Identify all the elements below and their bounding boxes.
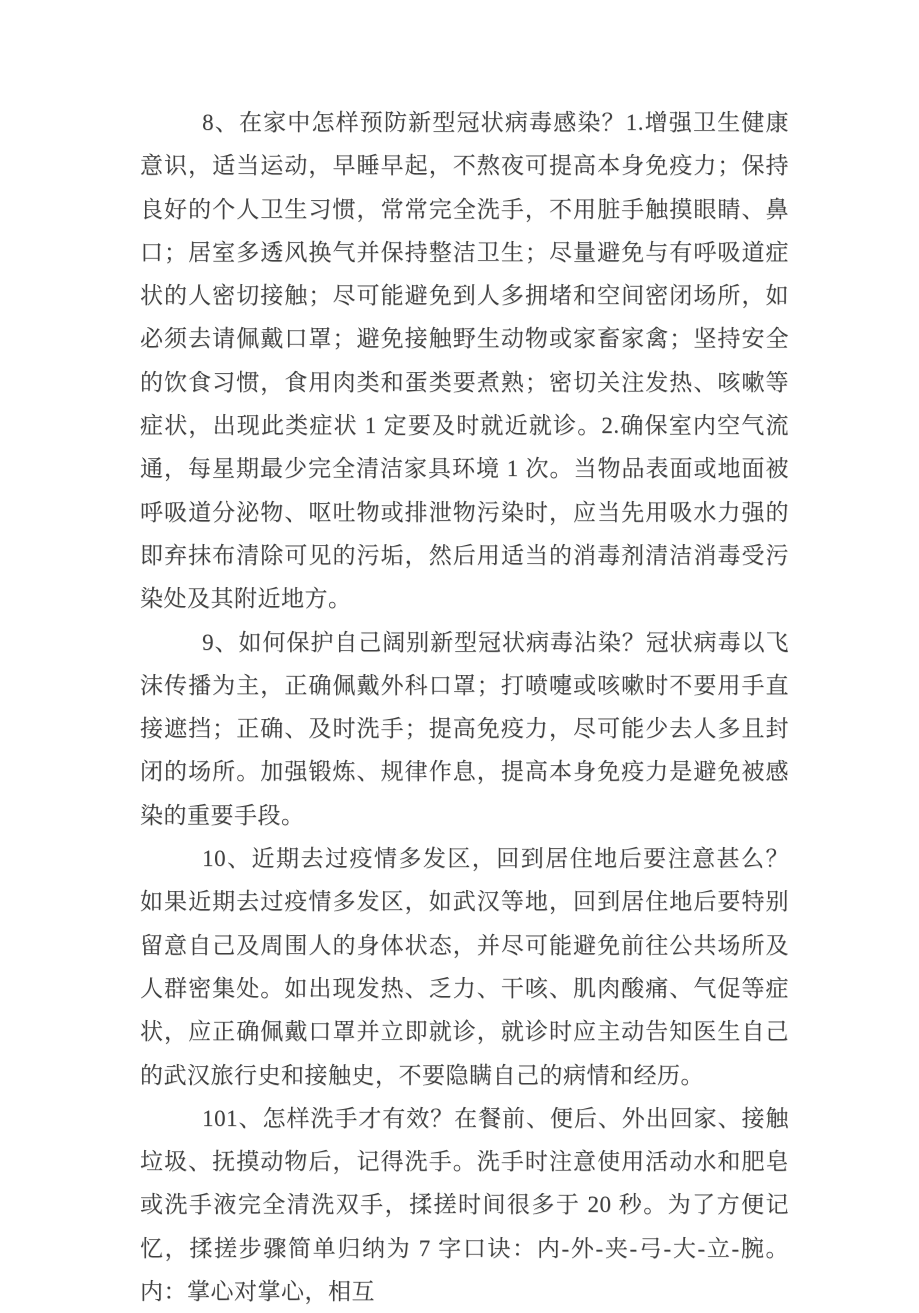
- paragraph-q10: 10、近期去过疫情多发区，回到居住地后要注意甚么？如果近期去过疫情多发区，如武汉等地，回到居住地后要特别留意自己及周围人的身体状态，并尽可能避免前往公共场所及人群密集处。如出现发热、乏力、干咳、肌肉酸痛、气促等症状，应正确佩戴口罩并立即就诊，就诊时应主动告知医生自己的武汉旅行史和接触史，不要隐瞒自己的病情和经历。: [140, 846, 789, 1088]
- paragraph-q8: 8、在家中怎样预防新型冠状病毒感染？1.增强卫生健康意识，适当运动，早睡早起，不熬夜可提高本身免疫力；保持良好的个人卫生习惯，常常完全洗手，不用脏手触摸眼睛、鼻口；居室多透风换气并保持整洁卫生；尽量避免与有呼吸道症状的人密切接触；尽可能避免到人多拥堵和空间密闭场所，如必须去请佩戴口罩；避免接触野生动物或家畜家禽；坚持安全的饮食习惯，食用肉类和蛋类要煮熟；密切关注发热、咳嗽等症状，出现此类症状 1 定要及时就近就诊。2.确保室内空气流通，每星期最少完全清洁家具环境 1 次。当物品表面或地面被呼吸道分泌物、呕吐物或排泄物污染时，应当先用吸水力强的即弃抹布清除可见的污垢，然后用适当的消毒剂清洁消毒受污染处及其附近地方。: [140, 110, 789, 612]
- paragraph-q11: 101、怎样洗手才有效？在餐前、便后、外出回家、接触垃圾、抚摸动物后，记得洗手。洗手时注意使用活动水和肥皂或洗手液完全清洗双手，揉搓时间很多于 20 秒。为了方便记忆，揉搓步骤简单归纳为 7 字口诀：内-外-夹-弓-大-立-腕。内：掌心对掌心，相互: [140, 1105, 789, 1305]
- document-text-block: [140, 101, 789, 1313]
- paragraph-q9: 9、如何保护自己阔别新型冠状病毒沾染？冠状病毒以飞沫传播为主，正确佩戴外科口罩；打喷嚏或咳嗽时不要用手直接遮挡；正确、及时洗手；提高免疫力，尽可能少去人多且封闭的场所。加强锻炼、规律作息，提高本身免疫力是避免被感染的重要手段。: [140, 629, 789, 828]
